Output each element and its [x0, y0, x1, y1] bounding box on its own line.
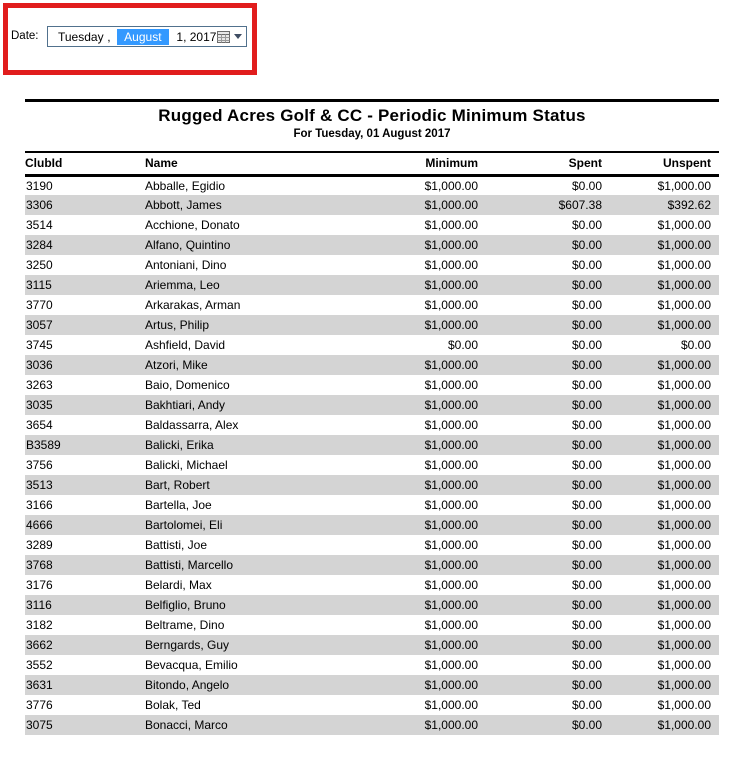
cell-spent: $0.00 — [478, 355, 602, 375]
cell-spent: $0.00 — [571, 498, 602, 512]
cell-spent: $0.00 — [571, 458, 602, 472]
cell-unspent: $1,000.00 — [602, 675, 719, 695]
cell-name: Bolak, Ted — [145, 698, 201, 712]
cell-clubid: 3289 — [26, 538, 53, 552]
cell-unspent: $1,000.00 — [602, 355, 719, 375]
cell-name: Bonacci, Marco — [145, 715, 378, 735]
cell-spent: $0.00 — [571, 258, 602, 272]
table-row — [25, 175, 719, 195]
cell-clubid: 3768 — [25, 555, 145, 575]
cell-spent: $0.00 — [478, 395, 602, 415]
cell-minimum: $1,000.00 — [424, 698, 478, 712]
table-row — [25, 495, 719, 515]
table-row — [25, 415, 719, 435]
table-row — [25, 315, 719, 335]
cell-unspent: $1,000.00 — [657, 698, 711, 712]
cell-spent: $0.00 — [571, 298, 602, 312]
cell-clubid: 3631 — [25, 675, 145, 695]
cell-clubid: 3756 — [26, 458, 53, 472]
cell-name: Battisti, Joe — [145, 538, 208, 552]
cell-unspent: $1,000.00 — [602, 435, 719, 455]
cell-minimum: $1,000.00 — [424, 578, 478, 592]
cell-clubid: 3116 — [25, 595, 145, 615]
cell-name: Ariemma, Leo — [145, 275, 378, 295]
table-row — [25, 275, 719, 295]
column-header-minimum: Minimum — [378, 152, 478, 175]
date-picker-dropdown-button[interactable] — [217, 31, 242, 43]
cell-clubid: 3745 — [26, 338, 53, 352]
table-row — [25, 615, 719, 635]
cell-clubid: 3284 — [25, 235, 145, 255]
cell-spent: $0.00 — [478, 235, 602, 255]
cell-clubid: 3662 — [25, 635, 145, 655]
cell-minimum: $1,000.00 — [378, 635, 478, 655]
cell-name: Berngards, Guy — [145, 635, 378, 655]
cell-spent: $0.00 — [478, 475, 602, 495]
cell-clubid: 3115 — [25, 275, 145, 295]
report-page — [25, 99, 719, 735]
cell-minimum: $1,000.00 — [378, 235, 478, 255]
cell-name: Ashfield, David — [145, 338, 226, 352]
cell-minimum: $1,000.00 — [378, 435, 478, 455]
cell-name: Balicki, Michael — [145, 458, 228, 472]
table-row — [25, 475, 719, 495]
cell-spent: $0.00 — [571, 338, 602, 352]
cell-minimum: $1,000.00 — [424, 418, 478, 432]
top-divider — [25, 99, 719, 102]
table-row — [25, 575, 719, 595]
cell-spent: $607.38 — [478, 195, 602, 215]
cell-clubid: 3035 — [25, 395, 145, 415]
cell-unspent: $1,000.00 — [602, 715, 719, 735]
cell-unspent: $1,000.00 — [657, 258, 711, 272]
cell-minimum: $0.00 — [447, 338, 478, 352]
cell-spent: $0.00 — [478, 275, 602, 295]
table-row — [25, 295, 719, 315]
cell-clubid: 3036 — [25, 355, 145, 375]
cell-unspent: $1,000.00 — [657, 218, 711, 232]
table-row — [25, 455, 719, 475]
chevron-down-icon — [234, 34, 242, 39]
cell-clubid: 3176 — [26, 578, 53, 592]
cell-minimum: $1,000.00 — [424, 538, 478, 552]
cell-clubid: 3057 — [25, 315, 145, 335]
cell-minimum: $1,000.00 — [378, 355, 478, 375]
cell-name: Alfano, Quintino — [145, 235, 378, 255]
cell-name: Acchione, Donato — [145, 218, 240, 232]
table-row — [25, 715, 719, 735]
table-row — [25, 395, 719, 415]
cell-unspent: $1,000.00 — [657, 378, 711, 392]
table-row — [25, 535, 719, 555]
table-row — [25, 675, 719, 695]
cell-spent: $0.00 — [571, 618, 602, 632]
cell-name: Bakhtiari, Andy — [145, 395, 378, 415]
cell-clubid: B3589 — [25, 435, 145, 455]
date-picker[interactable] — [47, 26, 247, 47]
cell-unspent: $1,000.00 — [657, 418, 711, 432]
cell-name: Arkarakas, Arman — [145, 298, 241, 312]
cell-name: Battisti, Marcello — [145, 555, 378, 575]
minimum-status-table — [25, 151, 719, 735]
date-picker-day-year[interactable]: 1, 2017 — [176, 29, 217, 44]
cell-clubid: 3075 — [25, 715, 145, 735]
cell-clubid: 3776 — [26, 698, 53, 712]
cell-unspent: $1,000.00 — [657, 178, 711, 193]
cell-clubid: 3190 — [26, 178, 53, 193]
cell-name: Beltrame, Dino — [145, 618, 225, 632]
cell-minimum: $1,000.00 — [424, 458, 478, 472]
cell-spent: $0.00 — [478, 675, 602, 695]
cell-unspent: $1,000.00 — [657, 618, 711, 632]
column-header-clubid: ClubId — [25, 152, 145, 175]
cell-minimum: $1,000.00 — [424, 618, 478, 632]
table-row — [25, 555, 719, 575]
cell-unspent: $1,000.00 — [602, 635, 719, 655]
cell-minimum: $1,000.00 — [378, 275, 478, 295]
table-row — [25, 595, 719, 615]
cell-spent: $0.00 — [478, 595, 602, 615]
column-header-unspent: Unspent — [602, 152, 719, 175]
table-header — [25, 152, 719, 175]
cell-clubid: 3770 — [26, 298, 53, 312]
table-row — [25, 215, 719, 235]
cell-spent: $0.00 — [571, 658, 602, 672]
cell-clubid: 3552 — [26, 658, 53, 672]
cell-clubid: 3166 — [26, 498, 53, 512]
cell-name: Baio, Domenico — [145, 378, 230, 392]
cell-name: Belardi, Max — [145, 578, 212, 592]
cell-spent: $0.00 — [571, 578, 602, 592]
cell-unspent: $1,000.00 — [602, 315, 719, 335]
cell-clubid: 3513 — [25, 475, 145, 495]
cell-spent: $0.00 — [478, 555, 602, 575]
cell-clubid: 3263 — [26, 378, 53, 392]
date-picker-day-of-week[interactable]: Tuesday — [58, 29, 104, 44]
cell-name: Bartolomei, Eli — [145, 515, 378, 535]
table-row — [25, 655, 719, 675]
cell-name: Bitondo, Angelo — [145, 675, 378, 695]
cell-spent: $0.00 — [478, 315, 602, 335]
cell-unspent: $1,000.00 — [602, 395, 719, 415]
cell-unspent: $1,000.00 — [602, 235, 719, 255]
table-row — [25, 435, 719, 455]
cell-unspent: $1,000.00 — [657, 498, 711, 512]
cell-name: Artus, Philip — [145, 315, 378, 335]
cell-minimum: $1,000.00 — [424, 378, 478, 392]
cell-minimum: $1,000.00 — [378, 675, 478, 695]
date-picker-month-selected[interactable]: August — [117, 29, 169, 45]
table-row — [25, 255, 719, 275]
cell-minimum: $1,000.00 — [378, 715, 478, 735]
cell-unspent: $1,000.00 — [602, 475, 719, 495]
table-row — [25, 375, 719, 395]
cell-unspent: $1,000.00 — [657, 538, 711, 552]
table-row — [25, 195, 719, 215]
cell-minimum: $1,000.00 — [378, 195, 478, 215]
cell-name: Abballe, Egidio — [145, 178, 226, 193]
cell-unspent: $1,000.00 — [602, 595, 719, 615]
cell-minimum: $1,000.00 — [424, 218, 478, 232]
cell-clubid: 3514 — [26, 218, 53, 232]
cell-spent: $0.00 — [571, 698, 602, 712]
cell-name: Antoniani, Dino — [145, 258, 227, 272]
cell-unspent: $1,000.00 — [602, 515, 719, 535]
report-title: Rugged Acres Golf & CC - Periodic Minimum Status — [158, 106, 586, 125]
cell-name: Baldassarra, Alex — [145, 418, 239, 432]
cell-name: Belfiglio, Bruno — [145, 595, 378, 615]
cell-minimum: $1,000.00 — [424, 658, 478, 672]
table-header-row — [25, 152, 719, 175]
table-row — [25, 235, 719, 255]
cell-unspent: $1,000.00 — [602, 275, 719, 295]
cell-name: Bart, Robert — [145, 475, 378, 495]
table-row — [25, 515, 719, 535]
cell-spent: $0.00 — [571, 378, 602, 392]
cell-minimum: $1,000.00 — [378, 315, 478, 335]
table-row — [25, 335, 719, 355]
column-header-spent: Spent — [478, 152, 602, 175]
cell-minimum: $1,000.00 — [378, 595, 478, 615]
column-header-name: Name — [145, 152, 378, 175]
cell-clubid: 3182 — [26, 618, 53, 632]
cell-unspent: $392.62 — [602, 195, 719, 215]
cell-name: Bevacqua, Emilio — [145, 658, 238, 672]
cell-clubid: 3306 — [25, 195, 145, 215]
cell-spent: $0.00 — [478, 635, 602, 655]
cell-name: Balicki, Erika — [145, 435, 378, 455]
table-body — [25, 175, 719, 735]
cell-minimum: $1,000.00 — [424, 178, 478, 193]
table-row — [25, 355, 719, 375]
cell-name: Abbott, James — [145, 195, 378, 215]
cell-unspent: $1,000.00 — [657, 298, 711, 312]
cell-minimum: $1,000.00 — [378, 475, 478, 495]
date-picker-separator: , — [107, 29, 111, 44]
cell-minimum: $1,000.00 — [424, 258, 478, 272]
cell-spent: $0.00 — [571, 218, 602, 232]
table-row — [25, 695, 719, 715]
cell-clubid: 4666 — [25, 515, 145, 535]
cell-minimum: $1,000.00 — [378, 395, 478, 415]
cell-spent: $0.00 — [478, 515, 602, 535]
cell-minimum: $1,000.00 — [378, 515, 478, 535]
cell-unspent: $0.00 — [680, 338, 711, 352]
report-subtitle: For Tuesday, 01 August 2017 — [293, 128, 451, 140]
cell-spent: $0.00 — [478, 435, 602, 455]
cell-minimum: $1,000.00 — [378, 555, 478, 575]
cell-spent: $0.00 — [478, 715, 602, 735]
cell-clubid: 3654 — [26, 418, 53, 432]
cell-clubid: 3250 — [26, 258, 53, 272]
cell-minimum: $1,000.00 — [424, 298, 478, 312]
date-label: Date: — [11, 30, 39, 42]
cell-spent: $0.00 — [571, 418, 602, 432]
cell-spent: $0.00 — [571, 178, 602, 193]
cell-unspent: $1,000.00 — [602, 555, 719, 575]
calendar-icon — [217, 31, 230, 43]
table-row — [25, 635, 719, 655]
cell-name: Bartella, Joe — [145, 498, 212, 512]
cell-name: Atzori, Mike — [145, 355, 378, 375]
cell-spent: $0.00 — [571, 538, 602, 552]
cell-unspent: $1,000.00 — [657, 578, 711, 592]
cell-unspent: $1,000.00 — [657, 458, 711, 472]
cell-minimum: $1,000.00 — [424, 498, 478, 512]
cell-unspent: $1,000.00 — [657, 658, 711, 672]
